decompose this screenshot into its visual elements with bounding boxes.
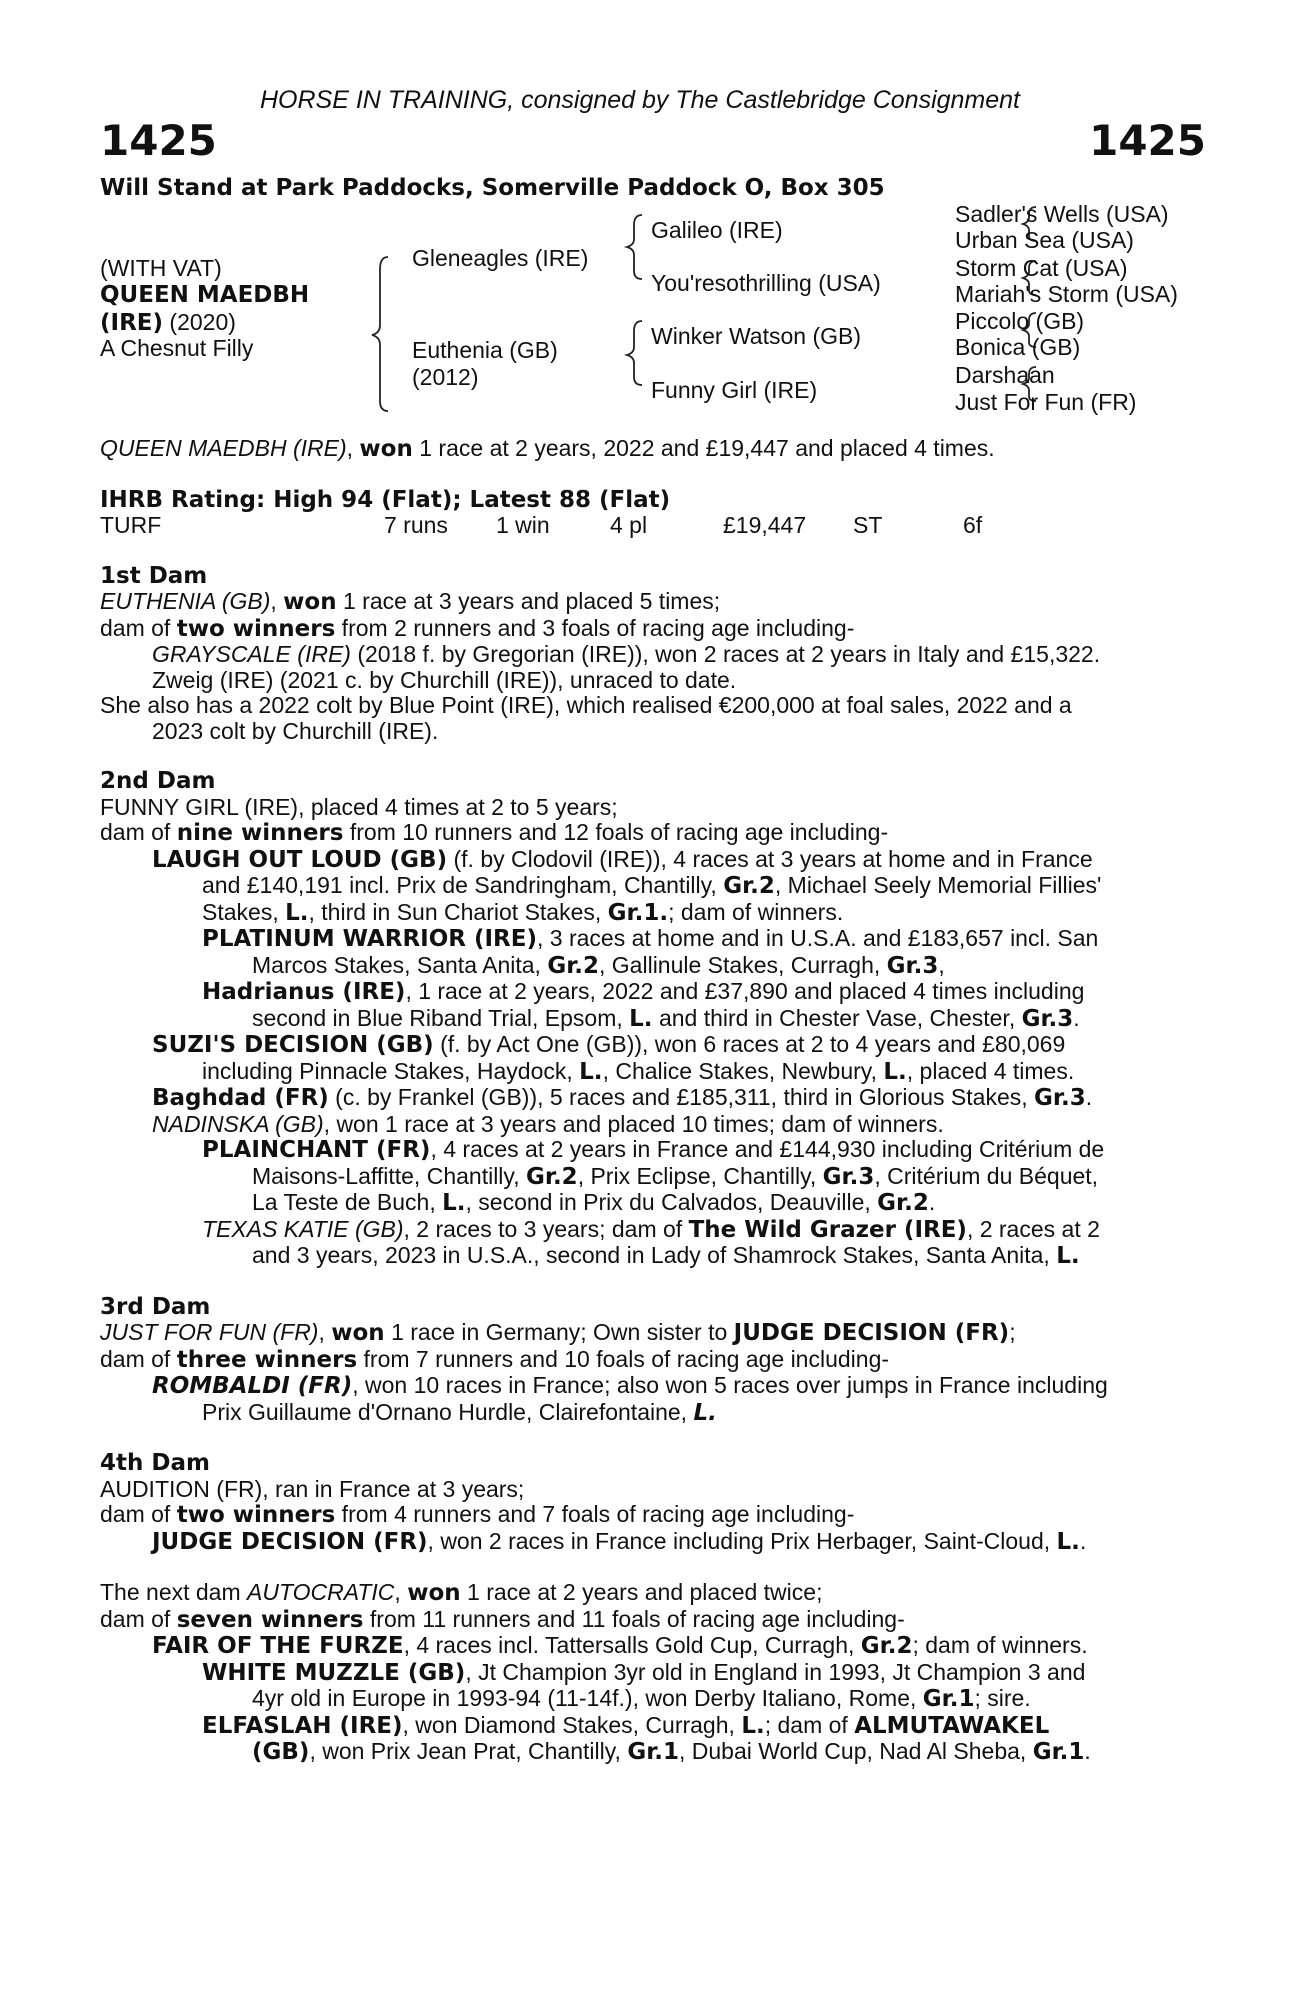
grandsire-5: Piccolo (GB) xyxy=(955,308,1085,334)
winners-count: nine winners xyxy=(176,820,344,846)
grade: Gr.2 xyxy=(860,1633,913,1659)
progeny-plainchant xyxy=(100,1137,1205,1164)
fourth-dam-heading: 4th Dam xyxy=(100,1450,210,1476)
text: second in Blue Riband Trial, Epsom, xyxy=(252,1004,630,1031)
text: , Dubai World Cup, Nad Al Sheba, xyxy=(679,1738,1033,1764)
grade: Gr.3 xyxy=(822,1163,875,1190)
text: and third in Chester Vase, Chester, xyxy=(652,1004,1022,1031)
first-dam-line1: EUTHENIA (GB), won 1 race at 3 years and placed 5 times; xyxy=(100,588,721,615)
text: , won 10 races in France; also won 5 races over jumps in France including xyxy=(352,1372,1108,1398)
text: . xyxy=(1079,1527,1087,1554)
bracket-main xyxy=(372,257,388,411)
grade: L. xyxy=(1056,1528,1080,1555)
horse-country-year xyxy=(100,309,236,336)
progeny-name: PLATINUM WARRIOR (IRE) xyxy=(202,926,537,952)
text: ; dam of winners. xyxy=(912,1632,1088,1658)
text: , Critérium du Béquet, xyxy=(874,1162,1099,1189)
text: , won 1 race at 3 years and placed 10 times; dam of winners. xyxy=(323,1110,944,1137)
progeny-name: JUDGE DECISION (FR) xyxy=(152,1528,428,1555)
winners-count: three winners xyxy=(176,1346,358,1373)
progeny-name: The Wild Grazer (IRE) xyxy=(688,1216,967,1243)
text: dam of xyxy=(100,1501,177,1527)
also-line-cont: 2023 colt by Churchill (IRE). xyxy=(152,717,439,744)
lot-number-left: 1425 xyxy=(100,116,217,165)
grade: L. xyxy=(693,1399,717,1426)
dam-name: JUST FOR FUN (FR) xyxy=(100,1319,319,1345)
text: , 2 races to 3 years; dam of xyxy=(403,1215,689,1242)
won-label: won xyxy=(283,589,337,615)
text: , placed 4 times. xyxy=(906,1057,1075,1084)
text: ; dam of xyxy=(764,1711,855,1738)
grade: L. xyxy=(629,1005,653,1032)
grade: Gr.2 xyxy=(723,873,775,899)
granddam-6: Bonica (GB) xyxy=(955,334,1081,360)
progeny-laugh-out-loud-cont2 xyxy=(100,900,1205,927)
text: , won Diamond Stakes, Curragh, xyxy=(402,1711,742,1738)
progeny-name: GRAYSCALE (IRE) xyxy=(152,641,351,667)
horse-name: QUEEN MAEDBH xyxy=(100,282,310,308)
winners-count: two winners xyxy=(176,615,336,642)
next-dam-line1 xyxy=(100,1580,1205,1607)
sire: Gleneagles (IRE) xyxy=(412,245,589,271)
progeny-rombaldi-cont xyxy=(100,1400,1205,1427)
text: and £140,191 incl. Prix de Sandringham, Chantilly, xyxy=(202,872,724,898)
stat-distance: 6f xyxy=(963,512,983,538)
text: Marcos Stakes, Santa Anita, xyxy=(252,951,548,978)
text: dam of xyxy=(100,614,177,641)
text: , Michael Seely Memorial Fillies' xyxy=(774,872,1102,898)
first-dam-line2 xyxy=(100,616,1205,643)
third-dam-heading: 3rd Dam xyxy=(100,1293,211,1320)
pedigree-table xyxy=(100,201,1210,425)
lot-number-right: 1425 xyxy=(1089,116,1206,165)
sire-sire: Galileo (IRE) xyxy=(651,217,783,243)
grade: L. xyxy=(883,1058,907,1085)
text: from 10 runners and 12 foals of racing age including- xyxy=(343,819,889,845)
grade: Gr.3 xyxy=(1034,1085,1086,1111)
text: , Chalice Stakes, Newbury, xyxy=(602,1057,884,1084)
stat-st: ST xyxy=(853,512,883,538)
progeny-name: NADINSKA (GB) xyxy=(152,1110,324,1137)
comma: , xyxy=(346,435,360,461)
granddam-8: Just For Fun (FR) xyxy=(955,389,1137,415)
bracket-dam xyxy=(627,321,642,385)
stat-placed: 4 pl xyxy=(610,512,648,538)
winners-count: two winners xyxy=(176,1502,336,1528)
second-dam-heading: 2nd Dam xyxy=(100,768,216,794)
grade: Gr.1 xyxy=(1032,1739,1085,1765)
winners-count: seven winners xyxy=(176,1606,364,1633)
text: , xyxy=(394,1579,408,1605)
text: , 4 races incl. Tattersalls Gold Cup, Curragh, xyxy=(403,1632,861,1658)
grandsire-7: Darshaan xyxy=(955,362,1055,388)
stat-earnings: £19,447 xyxy=(723,512,807,538)
progeny-fair-of-the-furze xyxy=(100,1633,1205,1660)
progeny-suzis-decision xyxy=(100,1032,1205,1059)
grade: L. xyxy=(741,1712,765,1739)
progeny-laugh-out-loud-cont xyxy=(100,873,1205,900)
text: , 3 races at home and in U.S.A. and £183,657 incl. San xyxy=(536,925,1099,951)
text: (c. by Frankel (GB)), 5 races and £185,311, third in Glorious Stakes, xyxy=(328,1084,1035,1110)
summary-horse: QUEEN MAEDBH (IRE) xyxy=(100,435,347,461)
vat-note: (WITH VAT) xyxy=(100,255,222,281)
progeny-baghdad xyxy=(100,1085,1205,1112)
progeny-grayscale xyxy=(100,642,1205,668)
text: 1 race at 3 years and placed 5 times; xyxy=(336,588,721,614)
grade: Gr.1 xyxy=(627,1739,679,1765)
text: and 3 years, 2023 in U.S.A., second in Lady of Shamrock Stakes, Santa Anita, xyxy=(252,1242,1057,1268)
second-dam-line2 xyxy=(100,820,1205,847)
dam: Euthenia (GB) xyxy=(412,337,558,363)
summary-rest: 1 race at 2 years, 2022 and £19,447 and placed 4 times. xyxy=(412,435,995,461)
stand-location: Will Stand at Park Paddocks, Somerville Paddock O, Box 305 xyxy=(100,175,885,201)
text: 4yr old in Europe in 1993-94 (11-14f.), won Derby Italiano, Rome, xyxy=(252,1685,923,1711)
consignment-line: HORSE IN TRAINING, consigned by The Castlebridge Consignment xyxy=(259,86,1021,114)
text: , Gallinule Stakes, Curragh, xyxy=(599,951,887,978)
stat-runs: 7 runs xyxy=(384,512,448,538)
bracket-sire xyxy=(627,215,642,279)
text: dam of xyxy=(100,819,177,845)
progeny-elfaslah xyxy=(100,1713,1205,1740)
progeny-judge-decision xyxy=(100,1529,1205,1556)
dam-name: AUTOCRATIC xyxy=(247,1579,395,1605)
progeny-name: ALMUTAWAKEL xyxy=(854,1712,1050,1739)
text: 1 race at 2 years and placed twice; xyxy=(460,1579,823,1605)
text: , won 2 races in France including Prix Herbager, Saint-Cloud, xyxy=(427,1527,1057,1554)
text: , xyxy=(938,951,945,978)
progeny-platinum-warrior-cont xyxy=(100,953,1205,980)
progeny-name: SUZI'S DECISION (GB) xyxy=(152,1032,434,1058)
grade: L. xyxy=(579,1058,603,1085)
summary-won: won xyxy=(359,436,413,462)
grade: L. xyxy=(1056,1243,1080,1269)
text: Maisons-Laffitte, Chantilly, xyxy=(252,1162,526,1189)
text: , 1 race at 2 years, 2022 and £37,890 and placed 4 times including xyxy=(405,978,1085,1004)
horse-year: (2020) xyxy=(169,309,236,335)
rating-heading: IHRB Rating: High 94 (Flat); Latest 88 (Flat) xyxy=(100,486,671,513)
text: La Teste de Buch, xyxy=(252,1189,443,1215)
text: . xyxy=(1073,1004,1080,1031)
horse-description: A Chesnut Filly xyxy=(100,335,254,361)
progeny-zweig: Zweig (IRE) (2021 c. by Churchill (IRE)), unraced to date. xyxy=(152,666,737,693)
progeny-name: PLAINCHANT (FR) xyxy=(202,1137,431,1163)
progeny-suzis-decision-cont xyxy=(100,1059,1205,1086)
progeny-white-muzzle-cont xyxy=(100,1686,1205,1713)
text: from 11 runners and 11 foals of racing age including- xyxy=(363,1605,905,1632)
progeny-texas-katie xyxy=(100,1217,1205,1244)
text: Stakes, xyxy=(202,898,286,925)
text: , 4 races at 2 years in France and £144,930 including Critérium de xyxy=(430,1136,1105,1162)
grandsire-3: Storm Cat (USA) xyxy=(955,255,1128,281)
progeny-name: FAIR OF THE FURZE xyxy=(152,1633,404,1659)
granddam-2: Urban Sea (USA) xyxy=(955,227,1134,253)
text: , Jt Champion 3yr old in England in 1993, Jt Champion 3 and xyxy=(465,1658,1086,1685)
grade: Gr.1 xyxy=(922,1686,975,1712)
race-summary xyxy=(100,436,1205,463)
progeny-rombaldi xyxy=(100,1373,1205,1400)
won-label: won xyxy=(331,1320,385,1346)
dam-year: (2012) xyxy=(412,364,479,390)
text: , Prix Eclipse, Chantilly, xyxy=(577,1162,823,1189)
fourth-dam-line1: AUDITION (FR), ran in France at 3 years; xyxy=(100,1475,525,1502)
text: Prix Guillaume d'Ornano Hurdle, Clairefontaine, xyxy=(202,1398,694,1425)
second-dam-line1: FUNNY GIRL (IRE), placed 4 times at 2 to 5 years; xyxy=(100,793,618,820)
text: (f. by Clodovil (IRE)), 4 races at 3 years at home and in France xyxy=(447,845,1093,872)
third-dam-line1: JUST FOR FUN (FR), won 1 race in Germany; Own sister to JUDGE DECISION (FR); xyxy=(100,1319,1016,1346)
next-dam-line2 xyxy=(100,1607,1205,1634)
catalogue-body xyxy=(100,436,1205,1766)
progeny-name: TEXAS KATIE (GB) xyxy=(202,1215,404,1242)
rating-stats xyxy=(100,513,1205,539)
grade: L. xyxy=(442,1190,466,1216)
text: ; sire. xyxy=(974,1685,1031,1711)
progeny-name: Hadrianus (IRE) xyxy=(202,979,406,1005)
text: (2018 f. by Gregorian (IRE)), won 2 races at 2 years in Italy and £15,322. xyxy=(350,641,1101,667)
progeny-name: ROMBALDI (FR) xyxy=(152,1373,353,1399)
text: from 4 runners and 7 foals of racing age including- xyxy=(335,1501,855,1527)
won-label: won xyxy=(407,1580,461,1606)
dam-name: EUTHENIA (GB) xyxy=(100,588,271,614)
text: from 7 runners and 10 foals of racing age including- xyxy=(357,1345,890,1372)
text: . xyxy=(928,1189,936,1215)
text: dam of xyxy=(100,1345,177,1372)
grade: Gr.2 xyxy=(526,1163,578,1190)
grade: Gr.1. xyxy=(607,899,669,926)
progeny-name: (GB) xyxy=(252,1739,310,1765)
text: . xyxy=(1085,1084,1093,1110)
text: , won Prix Jean Prat, Chantilly, xyxy=(309,1738,628,1764)
dam-sire: Winker Watson (GB) xyxy=(651,323,862,349)
third-dam-line2 xyxy=(100,1347,1205,1374)
grade: Gr.2 xyxy=(547,952,600,979)
text: from 2 runners and 3 foals of racing age including- xyxy=(335,614,855,641)
progeny-name: LAUGH OUT LOUD (GB) xyxy=(152,846,448,873)
stat-wins: 1 win xyxy=(496,512,550,538)
grade: Gr.2 xyxy=(877,1190,929,1216)
dam-dam: Funny Girl (IRE) xyxy=(651,377,818,403)
progeny-name: JUDGE DECISION (FR) xyxy=(733,1320,1010,1346)
text: , 2 races at 2 xyxy=(966,1215,1100,1242)
progeny-plainchant-cont xyxy=(100,1164,1205,1191)
progeny-plainchant-cont2 xyxy=(100,1190,1205,1217)
text: . xyxy=(1084,1738,1091,1764)
text: ; dam of winners. xyxy=(668,898,844,925)
text: dam of xyxy=(100,1605,177,1632)
grade: Gr.3 xyxy=(886,952,939,979)
text: The next dam xyxy=(100,1579,248,1605)
progeny-hadrianus-cont xyxy=(100,1006,1205,1033)
progeny-laugh-out-loud xyxy=(100,847,1205,874)
horse-country: (IRE) xyxy=(100,310,164,336)
grade: L. xyxy=(285,899,309,926)
fourth-dam-line2 xyxy=(100,1502,1205,1529)
progeny-elfaslah-cont xyxy=(100,1739,1205,1766)
text: , second in Prix du Calvados, Deauville, xyxy=(465,1189,878,1215)
grandsire-1: Sadler's Wells (USA) xyxy=(955,201,1169,227)
progeny-nadinska xyxy=(100,1112,1205,1138)
granddam-4: Mariah's Storm (USA) xyxy=(955,281,1178,307)
also-line: She also has a 2022 colt by Blue Point (IRE), which realised €200,000 at foal sales, 2022 and a xyxy=(100,692,1072,718)
grade: Gr.3 xyxy=(1021,1005,1074,1032)
progeny-platinum-warrior xyxy=(100,926,1205,953)
progeny-white-muzzle xyxy=(100,1660,1205,1687)
text: , third in Sun Chariot Stakes, xyxy=(308,898,608,925)
text: 1 race in Germany; Own sister to xyxy=(384,1319,734,1345)
progeny-name: Baghdad (FR) xyxy=(152,1085,329,1111)
first-dam-heading: 1st Dam xyxy=(100,562,208,589)
stat-surface: TURF xyxy=(100,512,162,538)
progeny-texas-katie-cont xyxy=(100,1243,1205,1270)
text: including Pinnacle Stakes, Haydock, xyxy=(202,1057,580,1084)
text: ; xyxy=(1009,1319,1016,1345)
progeny-name: WHITE MUZZLE (GB) xyxy=(202,1659,466,1686)
text: (f. by Act One (GB)), won 6 races at 2 to 4 years and £80,069 xyxy=(433,1031,1066,1057)
sire-dam: You'resothrilling (USA) xyxy=(651,270,881,296)
progeny-name: ELFASLAH (IRE) xyxy=(202,1712,403,1739)
progeny-hadrianus xyxy=(100,979,1205,1006)
